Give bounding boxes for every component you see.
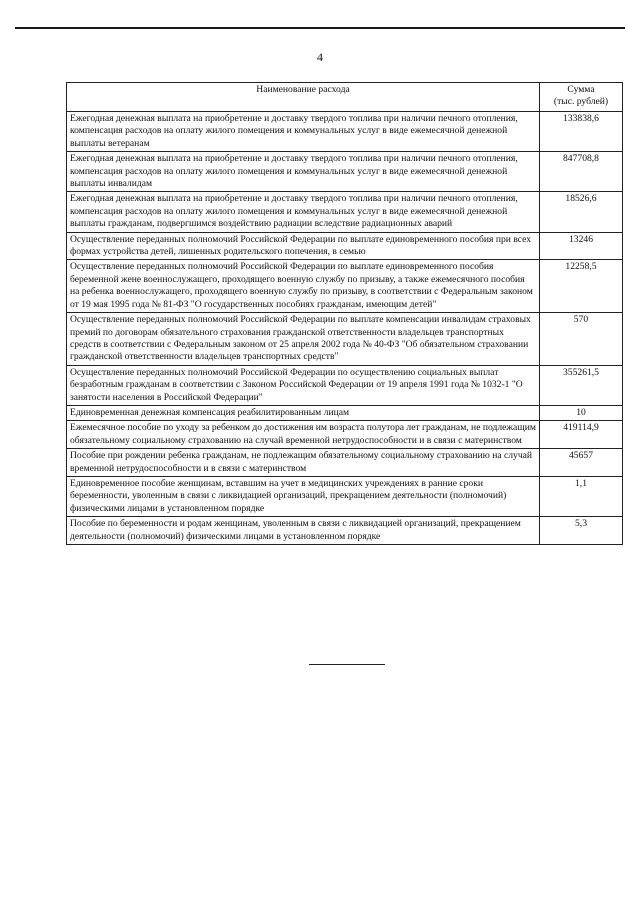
expense-sum: 1,1: [540, 476, 623, 516]
expense-sum: 13246: [540, 232, 623, 260]
expense-name: Пособие по беременности и родам женщинам, уволенным в связи с ликвидацией организаций, прекращением деятельности (полномочий) физическими лицами в установленном порядке: [67, 517, 540, 545]
expense-sum: 847708,8: [540, 152, 623, 192]
expense-sum: 355261,5: [540, 365, 623, 405]
expense-name: Ежегодная денежная выплата на приобретение и доставку твердого топлива при наличии печного отопления, компенсация расходов на оплату жилого помещения и коммунальных услуг в виде ежемесячной денежной выплаты гражданам, подвергшимся воздействию радиации вследствие радиационных аварий: [67, 192, 540, 232]
expense-name: Ежегодная денежная выплата на приобретение и доставку твердого топлива при наличии печного отопления, компенсация расходов на оплату жилого помещения и коммунальных услуг в виде ежемесячной денежной выплаты ветеранам: [67, 112, 540, 152]
table-row: [67, 405, 623, 420]
expense-sum: 5,3: [540, 517, 623, 545]
table-row: [67, 232, 623, 260]
table-row: [67, 421, 623, 449]
expense-name: Осуществление переданных полномочий Российской Федерации по выплате компенсации инвалидам страховых премий по договорам обязательного страхования гражданской ответственности владельцев транспортных средств в соответствии с Федеральным законом от 25 апреля 2002 года № 40-ФЗ "Об обязательном страховании гражданской ответственности владельцев транспортных средств": [67, 313, 540, 366]
table-row: [67, 365, 623, 405]
expense-sum: 570: [540, 313, 623, 366]
table-header-row: [67, 83, 623, 112]
end-rule: [309, 664, 385, 665]
header-expense-name: Наименование расхода: [67, 83, 540, 112]
expense-name: Осуществление переданных полномочий Российской Федерации по выплате единовременного пособия беременной жене военнослужащего, проходящего военную службу по призыву, а также ежемесячного пособия на ребенка военнослужащего, проходящего военную службу по призыву, в соответствии с Федеральным законом от 19 мая 1995 года № 81-ФЗ "О государственных пособиях гражданам, имеющим детей": [67, 260, 540, 313]
table-row: [67, 192, 623, 232]
expense-sum: 10: [540, 405, 623, 420]
page-number: 4: [317, 50, 323, 64]
expense-sum: 45657: [540, 449, 623, 477]
table-row: [67, 260, 623, 313]
expense-sum: 419114,9: [540, 421, 623, 449]
table-row: [67, 517, 623, 545]
header-sum-line1: Сумма: [567, 84, 595, 95]
header-sum: [540, 83, 623, 112]
expense-name: Единовременное пособие женщинам, вставшим на учет в медицинских учреждениях в ранние сроки беременности, уволенным в связи с ликвидацией организаций, прекращением деятельности (полномочий) физическими лицами в установленном порядке: [67, 476, 540, 516]
expense-sum: 133838,6: [540, 112, 623, 152]
expense-sum: 12258,5: [540, 260, 623, 313]
expenses-table: [66, 82, 623, 545]
expense-name: Пособие при рождении ребенка гражданам, не подлежащим обязательному социальному страхованию на случай временной нетрудоспособности и в связи с материнством: [67, 449, 540, 477]
table-row: [67, 152, 623, 192]
table-row: [67, 112, 623, 152]
table-row: [67, 449, 623, 477]
expense-name: Единовременная денежная компенсация реабилитированным лицам: [67, 405, 540, 420]
expense-name: Осуществление переданных полномочий Российской Федерации по выплате единовременного пособия при всех формах устройства детей, лишенных родительского попечения, в семью: [67, 232, 540, 260]
expense-name: Осуществление переданных полномочий Российской Федерации по осуществлению социальных выплат безработным гражданам в соответствии с Законом Российской Федерации от 19 апреля 1991 года № 1032-1 "О занятости населения в Российской Федерации": [67, 365, 540, 405]
header-sum-line2: (тыс. рублей): [553, 96, 609, 108]
top-rule: [15, 27, 625, 29]
table-row: [67, 313, 623, 366]
expense-name: Ежегодная денежная выплата на приобретение и доставку твердого топлива при наличии печного отопления, компенсация расходов на оплату жилого помещения и коммунальных услуг в виде ежемесячной денежной выплаты инвалидам: [67, 152, 540, 192]
expense-name: Ежемесячное пособие по уходу за ребенком до достижения им возраста полутора лет гражданам, не подлежащим обязательному социальному страхованию на случай временной нетрудоспособности и в связи с материнством: [67, 421, 540, 449]
expense-sum: 18526,6: [540, 192, 623, 232]
table-row: [67, 476, 623, 516]
